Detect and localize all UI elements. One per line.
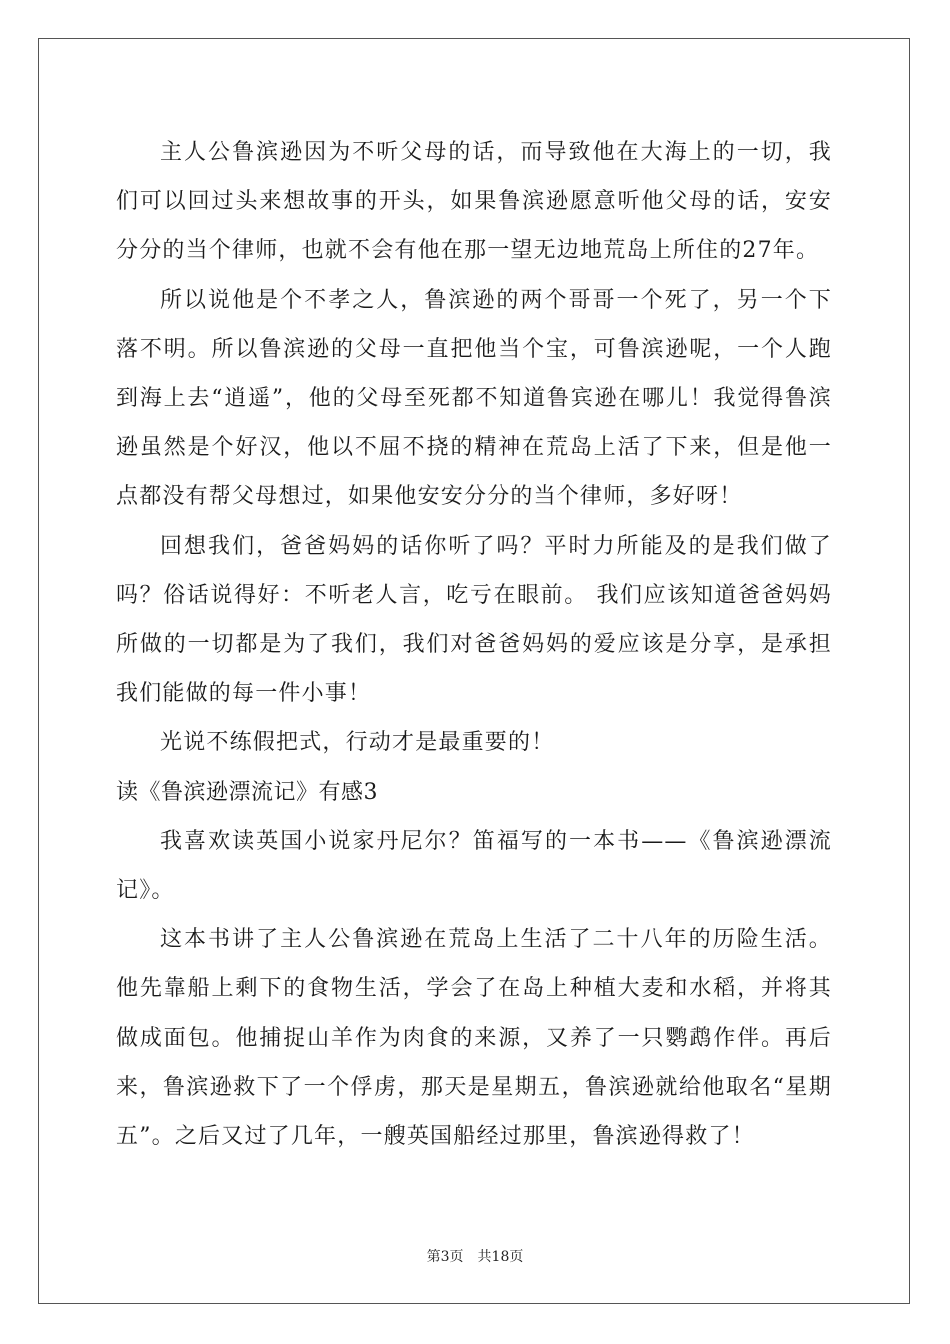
- page-number: 第3页: [426, 1249, 464, 1265]
- paragraph: 这本书讲了主人公鲁滨逊在荒岛上生活了二十八年的历险生活。他先靠船上剩下的食物生活，学会了在岛上种植大麦和水稻，并将其做成面包。他捕捉山羊作为肉食的来源，又养了一只鹦鹉作伴。再后来，鲁滨逊救下了一个俘虏，那天是星期五，鲁滨逊就给他取名“星期五”。之后又过了几年，一艘英国船经过那里，鲁滨逊得救了！: [116, 927, 832, 1150]
- paragraph: 主人公鲁滨逊因为不听父母的话，而导致他在大海上的一切，我们可以回过头来想故事的开头，如果鲁滨逊愿意听他父母的话，安安分分的当个律师，也就不会有他在那一望无边地荒岛上所住的27年。: [116, 140, 832, 264]
- paragraph: 所以说他是个不孝之人，鲁滨逊的两个哥哥一个死了，另一个下落不明。所以鲁滨逊的父母一直把他当个宝，可鲁滨逊呢，一个人跑到海上去“逍遥”，他的父母至死都不知道鲁宾逊在哪儿！我觉得鲁滨逊虽然是个好汉，他以不屈不挠的精神在荒岛上活了下来，但是他一点都没有帮父母想过，如果他安安分分的当个律师，多好呀！: [116, 287, 832, 510]
- section-title: 读《鲁滨逊漂流记》有感3: [116, 779, 378, 805]
- paragraph: 光说不练假把式，行动才是最重要的！: [160, 730, 555, 756]
- document-body: [116, 128, 832, 1161]
- paragraph: 我喜欢读英国小说家丹尼尔？笛福写的一本书——《鲁滨逊漂流记》。: [116, 828, 832, 904]
- page-footer: [0, 1246, 950, 1266]
- paragraph: 回想我们，爸爸妈妈的话你听了吗？平时力所能及的是我们做了吗？俗话说得好：不听老人言，吃亏在眼前。 我们应该知道爸爸妈妈所做的一切都是为了我们，我们对爸爸妈妈的爱应该是分享，是承担我们能做的每一件小事！: [116, 533, 832, 707]
- page-total: 共18页: [477, 1249, 524, 1265]
